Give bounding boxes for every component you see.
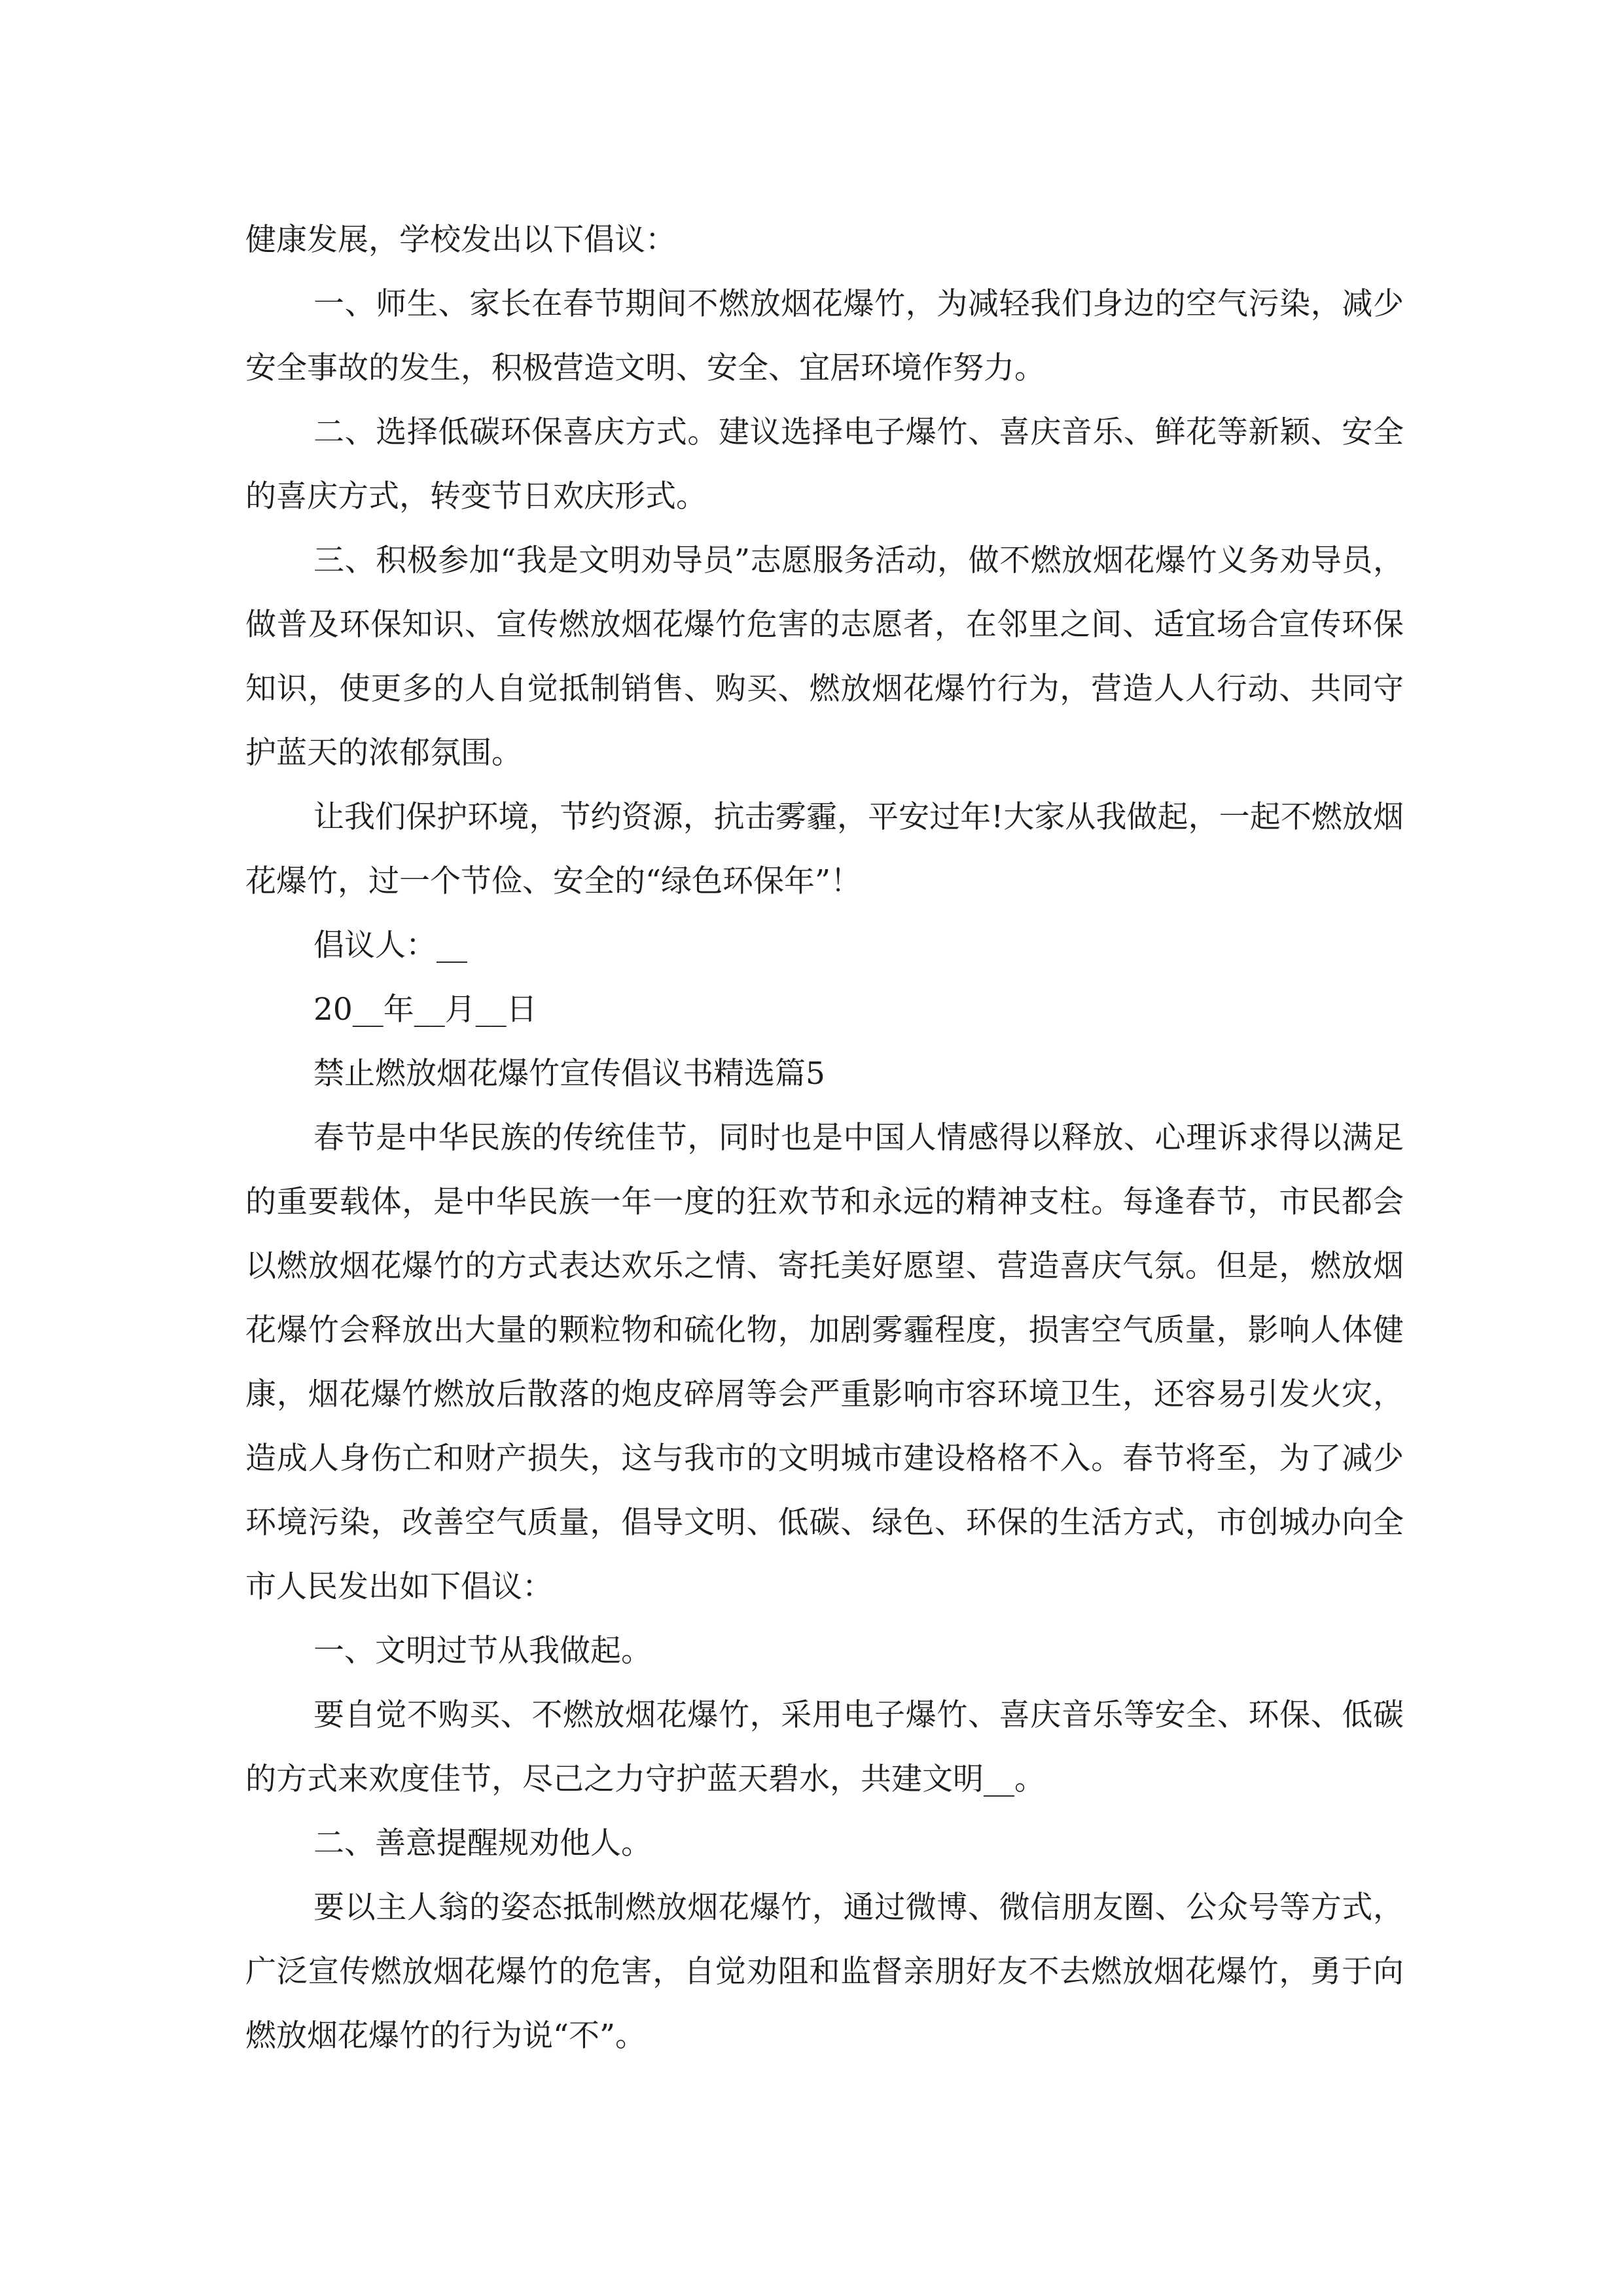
signature-date: 20__年__月__日 [313, 992, 537, 1028]
signature-proposer: 倡议人：__ [313, 927, 467, 963]
paragraph-spring-festival-intro: 春节是中华民族的传统佳节，同时也是中国人情感得以释放、心理诉求得以满足的重要载体，是中华民族一年一度的狂欢节和永远的精神支柱。每逢春节，市民都会以燃放烟花爆竹的方式表达欢乐之情、寄托美好愿望、营造喜庆气氛。但是，燃放烟花爆竹会释放出大量的颗粒物和硫化物，加剧雾霾程度，损害空气质量，影响人体健康，烟花爆竹燃放后散落的炮皮碎屑等会严重影响市容环境卫生，还容易引发火灾，造成人身伤亡和财产损失，这与我市的文明城市建设格格不入。春节将至，为了减少环境污染，改善空气质量，倡导文明、低碳、绿色、环保的生活方式，市创城办向全市人民发出如下倡议： [245, 1120, 1404, 1605]
section-title: 禁止燃放烟花爆竹宣传倡议书精选篇5 [313, 1056, 825, 1092]
paragraph-civilized-festival: 要自觉不购买、不燃放烟花爆竹，采用电子爆竹、喜庆音乐等安全、环保、低碳的方式来欢度佳节，尽己之力守护蓝天碧水，共建文明__。 [245, 1697, 1404, 1797]
paragraph-remind-others: 要以主人翁的姿态抵制燃放烟花爆竹，通过微博、微信朋友圈、公众号等方式，广泛宣传燃放烟花爆竹的危害，自觉劝阻和监督亲朋好友不去燃放烟花爆竹，勇于向燃放烟花爆竹的行为说“不”。 [245, 1890, 1404, 2054]
heading-remind-others: 二、善意提醒规劝他人。 [313, 1825, 652, 1861]
document-page [245, 208, 1404, 2068]
heading-civilized-festival: 一、文明过节从我做起。 [313, 1633, 652, 1669]
paragraph-proposal-1: 一、师生、家长在春节期间不燃放烟花爆竹，为减轻我们身边的空气污染，减少安全事故的发生，积极营造文明、安全、宜居环境作努力。 [245, 286, 1404, 386]
paragraph-proposal-2: 二、选择低碳环保喜庆方式。建议选择电子爆竹、喜庆音乐、鲜花等新颖、安全的喜庆方式，转变节日欢庆形式。 [245, 414, 1404, 514]
paragraph-proposal-3: 三、积极参加“我是文明劝导员”志愿服务活动，做不燃放烟花爆竹义务劝导员，做普及环保知识、宣传燃放烟花爆竹危害的志愿者，在邻里之间、适宜场合宣传环保知识，使更多的人自觉抵制销售、购买、燃放烟花爆竹行为，营造人人行动、共同守护蓝天的浓郁氛围。 [245, 543, 1404, 771]
paragraph-closing-appeal: 让我们保护环境，节约资源，抗击雾霾，平安过年!大家从我做起，一起不燃放烟花爆竹，过一个节俭、安全的“绿色环保年”！ [245, 799, 1404, 899]
paragraph-intro-tail: 健康发展，学校发出以下倡议： [245, 222, 676, 258]
